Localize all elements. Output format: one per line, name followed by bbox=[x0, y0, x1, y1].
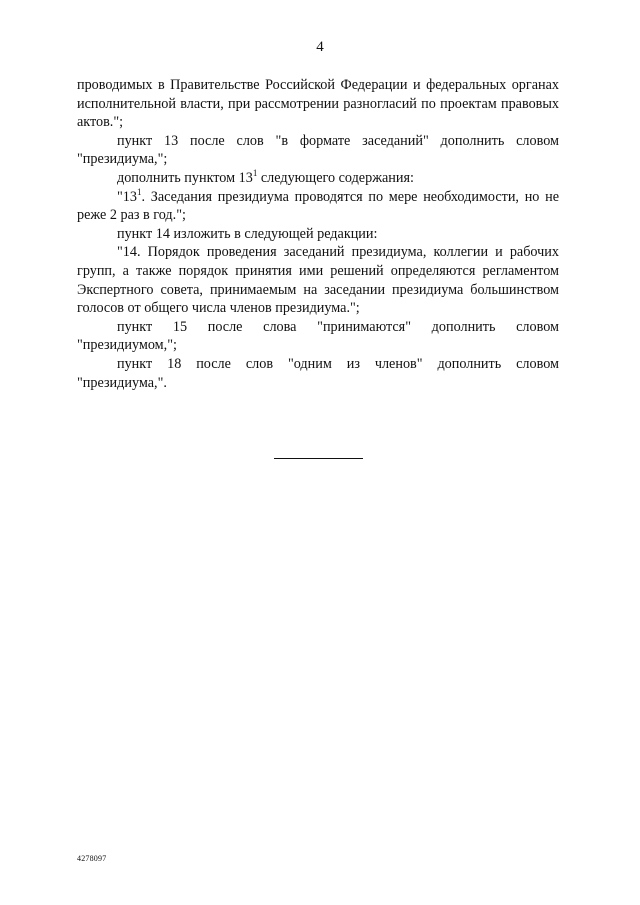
end-separator-line bbox=[274, 458, 363, 459]
paragraph-item-13: пункт 13 после слов "в формате заседаний" дополнить словом "президиума,"; bbox=[77, 132, 559, 168]
paragraph-add-item-13-1 bbox=[77, 169, 559, 188]
paragraph-text: . Заседания президиума проводятся по мере необходимости, но не реже 2 раз в год."; bbox=[77, 188, 559, 224]
paragraph-text: дополнить пунктом 13 bbox=[117, 169, 253, 186]
paragraph-item-14: пункт 14 изложить в следующей редакции: bbox=[117, 225, 378, 242]
superscript: 1 bbox=[252, 167, 258, 178]
document-code: 4278097 bbox=[77, 854, 107, 863]
paragraph-item-18: пункт 18 после слов "одним из членов" дополнить словом "президиума,". bbox=[77, 355, 559, 391]
paragraph-item-13-1-text bbox=[77, 188, 559, 225]
page-number: 4 bbox=[316, 39, 324, 55]
superscript: 1 bbox=[136, 186, 142, 197]
paragraph-continuation: проводимых в Правительстве Российской Федерации и федеральных органах исполнительной власти, при рассмотрении разногласий по проектам правовых актов."; bbox=[77, 77, 559, 131]
document-body bbox=[77, 76, 559, 392]
paragraph-text: следующего содержания: bbox=[257, 169, 414, 186]
paragraph-text: "13 bbox=[117, 188, 137, 205]
paragraph-item-14-text: "14. Порядок проведения заседаний президиума, коллегии и рабочих групп, а также порядок принятия ими решений определяются регламентом Экспертного совета, принимаемым на заседании президиума большинством голосов от общего числа членов президиума."; bbox=[77, 244, 559, 317]
paragraph-item-15: пункт 15 после слова "принимаются" дополнить словом "президиумом,"; bbox=[77, 318, 559, 354]
